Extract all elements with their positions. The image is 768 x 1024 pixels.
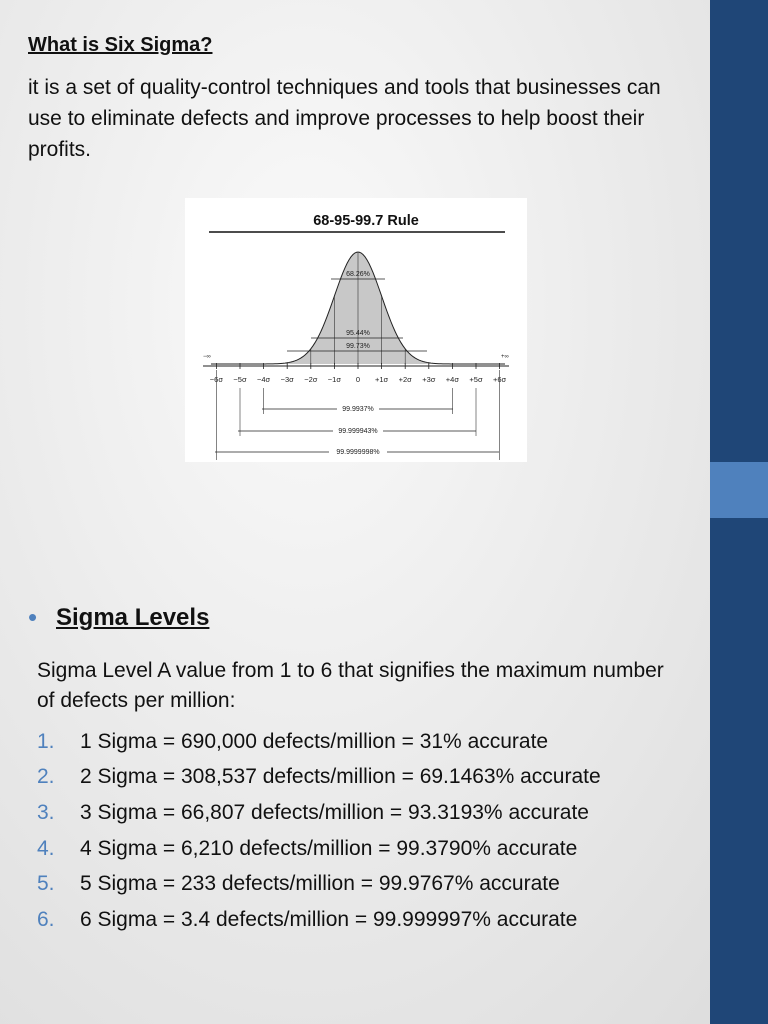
label-4sigma: 99.9937% <box>342 406 374 413</box>
intro-paragraph: it is a set of quality-control techniques and tools that businesses can use to eliminate defects and improve processes to help boost their profits. <box>28 76 661 161</box>
tick-label: −6σ <box>209 375 223 384</box>
list-number: 3. <box>37 800 55 824</box>
bell-curve-svg <box>185 198 527 462</box>
page-heading: What is Six Sigma? <box>28 34 213 56</box>
tick-label: +3σ <box>422 375 436 384</box>
label-5sigma: 99.999943% <box>338 428 378 435</box>
tick-label: −4σ <box>257 375 271 384</box>
sigma-levels-list <box>37 724 601 938</box>
tick-label: +2σ <box>398 375 412 384</box>
label-95: 95.44% <box>346 330 370 337</box>
list-text: 4 Sigma = 6,210 defects/million = 99.3790% accurate <box>80 836 578 860</box>
tick-label: +4σ <box>445 375 459 384</box>
list-item <box>37 831 601 867</box>
label-6sigma: 99.9999998% <box>336 449 380 456</box>
right-sidebar-accent <box>710 462 768 518</box>
tick-label: 0 <box>355 375 361 384</box>
tick-label: −5σ <box>233 375 247 384</box>
list-text: 1 Sigma = 690,000 defects/million = 31% accurate <box>80 729 549 753</box>
tick-label: −1σ <box>327 375 341 384</box>
list-item <box>37 760 601 796</box>
label-99-73: 99.73% <box>346 343 370 350</box>
section-title: Sigma Levels <box>56 604 210 631</box>
list-number: 1. <box>37 729 55 753</box>
list-text: 5 Sigma = 233 defects/million = 99.9767% accurate <box>80 872 560 896</box>
tick-label: +1σ <box>375 375 389 384</box>
list-item <box>37 902 601 938</box>
list-item <box>37 724 601 760</box>
list-number: 2. <box>37 765 55 789</box>
tick-label: −2σ <box>304 375 318 384</box>
list-number: 5. <box>37 872 55 896</box>
list-item <box>37 795 601 831</box>
list-text: 2 Sigma = 308,537 defects/million = 69.1463% accurate <box>80 765 601 789</box>
list-number: 6. <box>37 907 55 931</box>
label-68: 68.26% <box>346 271 370 278</box>
figure-title: 68-95-99.7 Rule <box>313 213 419 229</box>
neg-infinity-label: −∞ <box>203 354 211 360</box>
list-number: 4. <box>37 836 55 860</box>
list-text: 3 Sigma = 66,807 defects/million = 93.3193% accurate <box>80 800 589 824</box>
bell-curve-figure <box>185 198 527 462</box>
tick-label: +6σ <box>493 375 507 384</box>
section-bullet: • <box>28 602 38 632</box>
list-item <box>37 866 601 902</box>
pos-infinity-label: +∞ <box>501 354 509 360</box>
tick-label: −3σ <box>280 375 294 384</box>
tick-label: +5σ <box>469 375 483 384</box>
list-text: 6 Sigma = 3.4 defects/million = 99.999997% accurate <box>80 907 578 931</box>
lead-paragraph: Sigma Level A value from 1 to 6 that signifies the maximum number of defects per million: <box>37 659 664 712</box>
